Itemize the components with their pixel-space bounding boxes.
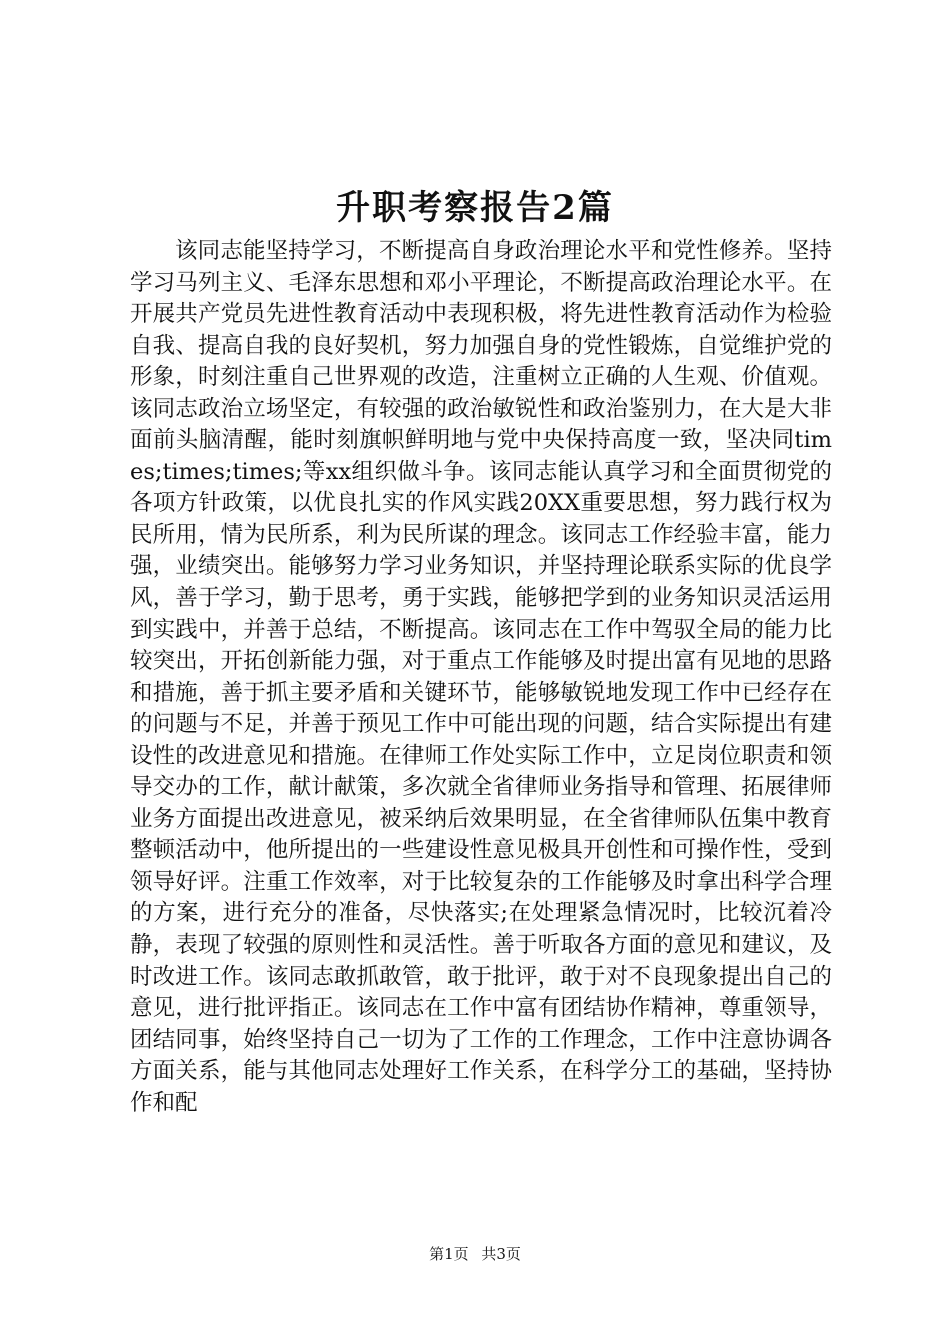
page-total: 共3页: [481, 1245, 521, 1263]
document-title: 升职考察报告2篇: [336, 188, 614, 228]
page-footer: [0, 1242, 950, 1266]
page-number: 第1页: [429, 1245, 469, 1263]
body-paragraph: 该同志能坚持学习，不断提高自身政治理论水平和党性修养。坚持学习马列主义、毛泽东思想和邓小平理论，不断提高政治理论水平。在开展共产党员先进性教育活动中表现积极，将先进性教育活动作为检验自我、提高自我的良好契机，努力加强自身的党性锻炼，自觉维护党的形象，时刻注重自己世界观的改造，注重树立正确的人生观、价值观。该同志政治立场坚定，有较强的政治敏锐性和政治鉴别力，在大是大非面前头脑清醒，能时刻旗帜鲜明地与党中央保持高度一致，坚决同times;times;times;等xx组织做斗争。该同志能认真学习和全面贯彻党的各项方针政策，以优良扎实的作风实践20XX重要思想，努力践行权为民所用，情为民所系，利为民所谋的理念。该同志工作经验丰富，能力强，业绩突出。能够努力学习业务知识，并坚持理论联系实际的优良学风，善于学习，勤于思考，勇于实践，能够把学到的业务知识灵活运用到实践中，并善于总结，不断提高。该同志在工作中驾驭全局的能力比较突出，开拓创新能力强，对于重点工作能够及时提出富有见地的思路和措施，善于抓主要矛盾和关键环节，能够敏锐地发现工作中已经存在的问题与不足，并善于预见工作中可能出现的问题，结合实际提出有建设性的改进意见和措施。在律师工作处实际工作中，立足岗位职责和领导交办的工作，献计献策，多次就全省律师业务指导和管理、拓展律师业务方面提出改进意见，被采纳后效果明显，在全省律师队伍集中教育整顿活动中，他所提出的一些建设性意见极具开创性和可操作性，受到领导好评。注重工作效率，对于比较复杂的工作能够及时拿出科学合理的方案，进行充分的准备，尽快落实;在处理紧急情况时，比较沉着冷静，表现了较强的原则性和灵活性。善于听取各方面的意见和建议，及时改进工作。该同志敢抓敢管，敢于批评，敢于对不良现象提出自己的意见，进行批评指正。该同志在工作中富有团结协作精神，尊重领导，团结同事，始终坚持自己一切为了工作的工作理念，工作中注意协调各方面关系，能与其他同志处理好工作关系，在科学分工的基础，坚持协作和配: [130, 238, 832, 1116]
